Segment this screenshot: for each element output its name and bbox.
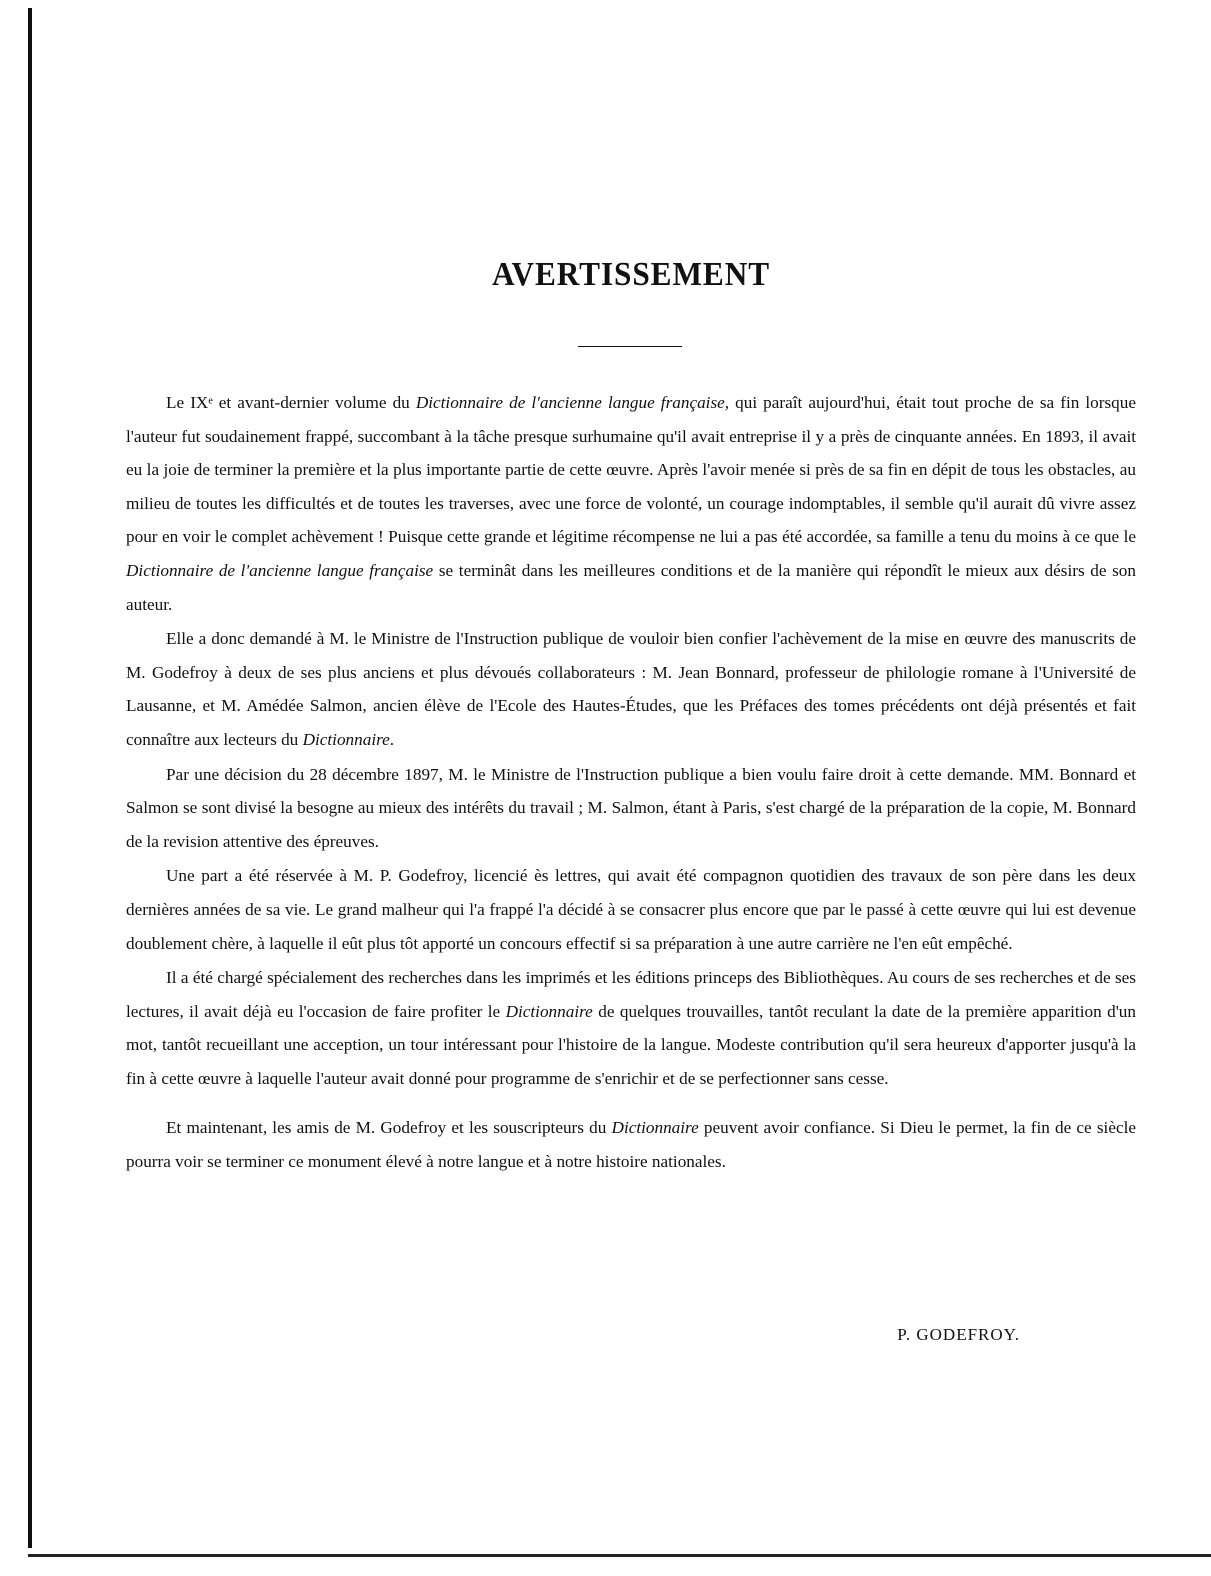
italic-title: Dictionnaire de l'ancienne langue française: [126, 560, 434, 580]
italic-title: Dictionnaire: [611, 1118, 699, 1138]
text-run: de quelques trouvailles, tantôt reculant la date de la première apparition d'un mot, tantôt recueillant une acception, un tour intéressant pour l'histoire de la langue. Modeste contribution qu'il sera heureux d'apporter jusqu'à la fin à cette œuvre à laquelle l'auteur avait donné pour programme de s'enrichir et de se perfectionner sans cesse.: [126, 1001, 1136, 1088]
text-run: Le IXᵉ et avant-dernier volume du: [166, 393, 416, 412]
text-run: Une part a été réservée à M. P. Godefroy, licencié ès lettres, qui avait été compagnon quotidien des travaux de son père dans les deux dernières années de sa vie. Le grand malheur qui l'a frappé l'a décidé à se consacrer plus encore que par le passé à cette œuvre qui lui est devenue doublement chère, à laquelle il eût plus tôt apporté un concours effectif si sa préparation à une autre carrière ne l'en eût empêché.: [126, 866, 1136, 953]
body-text: [126, 386, 1136, 1180]
page-title: AVERTISSEMENT: [491, 256, 770, 293]
text-run: Et maintenant, les amis de M. Godefroy et les souscripteurs du: [166, 1118, 612, 1138]
paragraph-3: [126, 758, 1136, 859]
text-run: .: [389, 729, 395, 749]
page-bottom-edge: [28, 1554, 1211, 1557]
text-run: Par une décision du 28 décembre 1897, M. le Ministre de l'Instruction publique a bien voulu faire droit à cette demande. MM. Bonnard et Salmon se sont divisé la besogne au mieux des intérêts du travail ; M. Salmon, étant à Paris, s'est chargé de la préparation de la copie, M. Bonnard de la revision attentive des épreuves.: [126, 764, 1136, 851]
text-run: se terminât dans les meilleures conditions et de la manière qui répondît le mieux aux désirs de son auteur.: [126, 560, 1136, 614]
signature: P. GODEFROY.: [897, 1325, 1020, 1344]
paragraph-1: [126, 386, 1136, 621]
italic-title: Dictionnaire: [302, 729, 390, 749]
paragraph-5: [126, 961, 1136, 1095]
binding-edge: [28, 8, 32, 1548]
italic-title: Dictionnaire: [505, 1001, 593, 1021]
paragraph-6: [126, 1111, 1136, 1178]
text-run: Elle a donc demandé à M. le Ministre de l'Instruction publique de vouloir bien confier l'achèvement de la mise en œuvre des manuscrits de M. Godefroy à deux de ses plus anciens et plus dévoués collaborateurs : M. Jean Bonnard, professeur de philologie romane à l'Université de Lausanne, et M. Amédée Salmon, ancien élève de l'Ecole des Hautes-Études, que les Préfaces des tomes précédents ont déjà présentés et fait connaître aux lecteurs du: [126, 629, 1136, 749]
paragraph-2: [126, 622, 1136, 756]
text-run: Il a été chargé spécialement des recherches dans les imprimés et les éditions princeps des Bibliothèques. Au cours de ses recherches et de ses lectures, il avait déjà eu l'occasion de faire profiter le: [126, 968, 1136, 1021]
paragraph-4: [126, 859, 1136, 960]
italic-title: Dictionnaire de l'ancienne langue française,: [415, 393, 730, 412]
text-run: qui paraît aujourd'hui, était tout proche de sa fin lorsque l'auteur fut soudainement frappé, succombant à la tâche presque surhumaine qu'il avait entreprise il y a près de cinquante années. En 1893, il avait eu la joie de terminer la première et la plus importante partie de cette œuvre. Après l'avoir menée si près de sa fin en dépit de tous les obstacles, au milieu de toutes les difficultés et de toutes les traverses, avec une force de volonté, un courage indomptables, il semble qu'il aurait dû vivre assez pour en voir le complet achèvement ! Puisque cette grande et légitime récompense ne lui a pas été accordée, sa famille a tenu du moins à ce que le: [126, 393, 1136, 547]
text-run: peuvent avoir confiance. Si Dieu le permet, la fin de ce siècle pourra voir se terminer ce monument élevé à notre langue et à notre histoire nationales.: [126, 1118, 1136, 1172]
title-rule: [578, 346, 682, 347]
